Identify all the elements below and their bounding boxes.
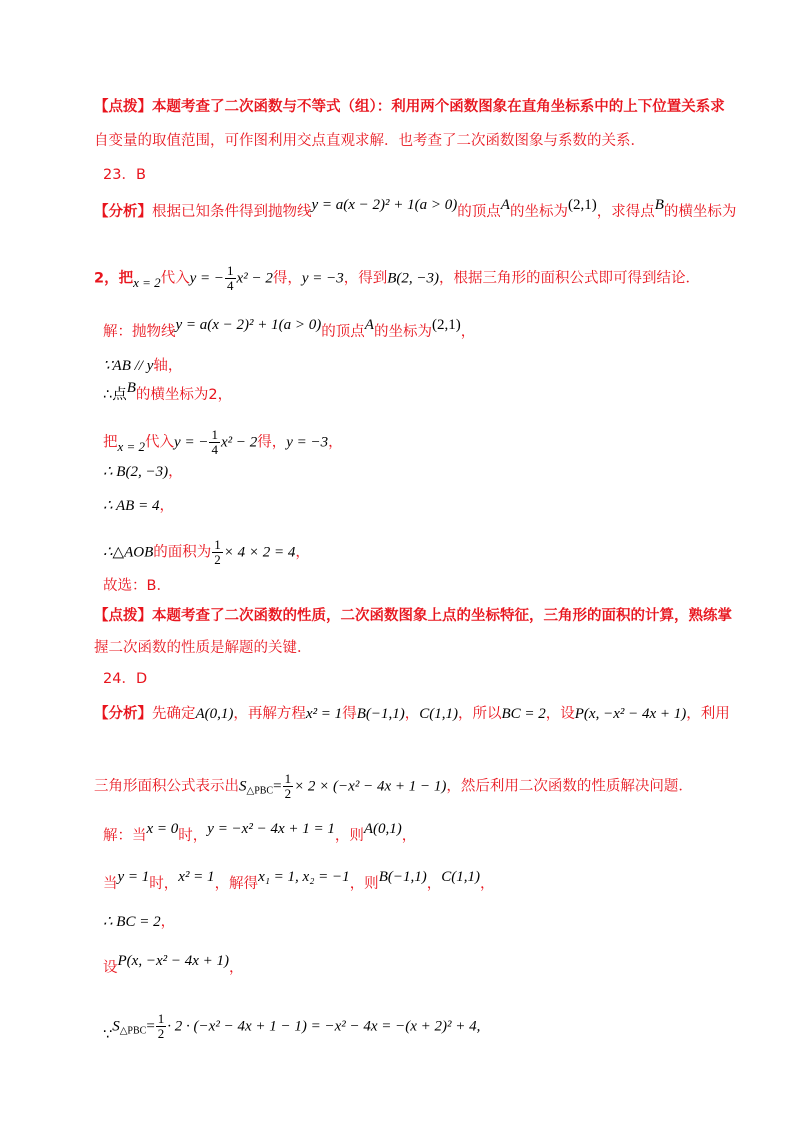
text-span: ， xyxy=(426,876,442,892)
text-span: 1 xyxy=(214,537,221,552)
fraction-one-half xyxy=(212,538,223,567)
text-span: = xyxy=(146,1018,155,1035)
text-span: y = − xyxy=(189,270,225,287)
text-span: ∴△AOB xyxy=(103,544,154,561)
math-vertex: (2,1) xyxy=(567,197,597,213)
text-span: ，然后利用二次函数的性质解决问题． xyxy=(446,778,693,795)
analysis-23-heading: 【分析】 xyxy=(94,204,152,220)
text-span: ∴ BC = 2 xyxy=(103,914,161,930)
text-span: 设 xyxy=(103,960,118,976)
text-span: ，解得 xyxy=(214,876,259,892)
text-span: ，设 xyxy=(545,706,575,722)
text-span: C(1,1) xyxy=(441,869,480,885)
text-span: ∵ xyxy=(103,1026,113,1043)
text-span: y = − xyxy=(174,434,209,451)
solution-24-line-2 xyxy=(103,869,740,894)
question-23-answer xyxy=(103,165,740,185)
text-span: A(0,1) xyxy=(195,706,234,722)
text-span: A(0,1) xyxy=(363,821,402,837)
text-span: 得， xyxy=(272,270,302,287)
text-span: △PBC xyxy=(119,1025,147,1037)
text-span: B(2, −3) xyxy=(387,270,440,287)
text-span: y = a(x − 2)² + 1(a > 0) xyxy=(175,317,322,333)
text-span: y = −x² − 4x + 1 = 1 xyxy=(207,821,335,837)
text-span: S xyxy=(239,778,247,795)
text-span: 的横坐标为 xyxy=(663,204,737,220)
text-span: 4 xyxy=(211,442,218,457)
text-span: BC = 2 xyxy=(501,706,546,722)
math-point-b: B xyxy=(654,197,664,213)
analysis-23-line-1 xyxy=(94,197,740,222)
text-span: 的坐标为 xyxy=(509,204,568,220)
text-span: ， xyxy=(404,706,420,722)
text-span: 1 xyxy=(211,427,218,442)
solution-23-line-7 xyxy=(103,538,740,567)
text-span: ， xyxy=(460,324,476,340)
solution-24-line-4 xyxy=(103,953,740,978)
text-span: 1 xyxy=(227,263,234,278)
text-span: 的横坐标为2， xyxy=(135,387,233,403)
text-span: × 2 × (−x² − 4x + 1 − 1) xyxy=(294,778,447,795)
text-span: 握二次函数的性质是解题的关键． xyxy=(94,640,312,656)
text-span: ， xyxy=(479,876,495,892)
text-span: ∴ AB = 4 xyxy=(103,498,160,514)
text-span: y = −3 xyxy=(301,270,344,287)
text-span: B(−1,1) xyxy=(378,869,427,885)
text-span: × 4 × 2 = 4 xyxy=(223,544,296,561)
tip-22-text-1: 【点拨】本题考查了二次函数与不等式（组）：利用两个函数图象在直角坐标系中的上下位置关系求 xyxy=(94,99,725,115)
text-span: C(1,1) xyxy=(419,706,458,722)
text-span: x₁ = 1, x₂ = −1 xyxy=(258,869,350,885)
fraction-one-half xyxy=(156,1012,167,1041)
solution-23-line-4 xyxy=(103,428,740,457)
text-span: ，所以 xyxy=(457,706,502,722)
text-span: ， xyxy=(295,544,310,561)
text-span: 4 xyxy=(227,278,234,293)
answer-23-label: 23．B xyxy=(103,167,146,183)
text-span: 2 xyxy=(284,786,292,801)
text-span: y = 1 xyxy=(117,869,150,885)
text-span: 2，把 xyxy=(94,270,134,287)
fraction-one-half xyxy=(283,772,294,801)
text-span: x = 2 xyxy=(117,438,146,454)
text-span: x² − 2 xyxy=(220,434,258,451)
solution-24-line-5 xyxy=(103,1012,740,1042)
text-span: 轴， xyxy=(153,358,183,374)
text-span: = xyxy=(273,778,282,795)
text-span: 代入 xyxy=(145,434,175,451)
text-span: 的面积为 xyxy=(153,544,212,561)
solution-23-line-1 xyxy=(103,317,740,342)
solution-23-line-8 xyxy=(103,576,740,596)
tip-22-text-2: 自变量的取值范围，可作图利用交点直观求解．也考查了二次函数图象与系数的关系． xyxy=(94,133,645,149)
solution-23-line-2 xyxy=(103,356,740,376)
solution-23-line-6 xyxy=(103,496,740,516)
text-span: ，则 xyxy=(349,876,379,892)
text-span: 的顶点 xyxy=(457,204,501,220)
text-span: y = −3 xyxy=(286,434,329,451)
text-span: ，求得点 xyxy=(596,204,655,220)
text-span: 2 xyxy=(157,1026,165,1041)
analysis-24-line-2 xyxy=(94,772,740,802)
text-span: ∴ B(2, −3) xyxy=(103,464,169,480)
question-24-answer xyxy=(103,669,740,689)
text-span: ∴点 xyxy=(103,387,127,403)
text-span: 的坐标为 xyxy=(373,324,432,340)
text-span: 时， xyxy=(178,828,208,844)
text-span: 故选：B． xyxy=(103,578,171,594)
text-span: ，则 xyxy=(334,828,364,844)
tip-22-line-2 xyxy=(94,131,740,151)
fraction-one-quarter xyxy=(209,428,220,457)
solution-23-line-3 xyxy=(103,380,740,405)
text-span: ，再解方程 xyxy=(233,706,306,722)
text-span: △PBC xyxy=(246,785,274,797)
text-span: ， xyxy=(159,498,174,514)
text-span: P(x, −x² − 4x + 1) xyxy=(117,953,229,969)
answer-24-label: 24．D xyxy=(103,671,148,687)
solution-24-line-3 xyxy=(103,912,740,932)
tip-23-line-2 xyxy=(94,638,740,658)
text-span: 当 xyxy=(103,876,118,892)
text-span: x² = 1 xyxy=(178,869,215,885)
fraction-one-quarter xyxy=(225,264,236,293)
text-span: 代入 xyxy=(160,270,190,287)
text-span: 把 xyxy=(103,434,118,451)
text-span: ， xyxy=(401,828,417,844)
solution-23-line-5 xyxy=(103,462,740,482)
text-span: ，根据三角形的面积公式即可得到结论． xyxy=(439,270,701,287)
text-span: 1 xyxy=(157,1011,165,1026)
text-span: 先确定 xyxy=(152,706,196,722)
text-span: 的顶点 xyxy=(321,324,365,340)
text-span: ， xyxy=(160,914,176,930)
math-parabola: y = a(x − 2)² + 1(a > 0) xyxy=(311,197,458,213)
text-span: 解：当 xyxy=(103,828,147,844)
text-span: B(−1,1) xyxy=(356,706,405,722)
text-span: 三角形面积公式表示出 xyxy=(94,778,239,795)
text-span: 得， xyxy=(257,434,287,451)
math-point-a: A xyxy=(500,197,510,213)
math-x-equals-2: x = 2 xyxy=(133,274,161,290)
text-span: ， xyxy=(229,960,244,976)
text-span: S xyxy=(112,1018,120,1035)
text-span: B xyxy=(126,380,136,396)
text-span: 1 xyxy=(284,771,292,786)
text-span: P(x, −x² − 4x + 1) xyxy=(574,706,687,722)
text-span: x² = 1 xyxy=(305,706,343,722)
text-span: 2 xyxy=(214,552,221,567)
text-span: ，得到 xyxy=(343,270,388,287)
solution-24-line-1 xyxy=(103,821,740,846)
text-span: A xyxy=(364,317,374,333)
text-span: x = 0 xyxy=(146,821,179,837)
tip-22-line-1 xyxy=(94,97,740,117)
analysis-23-line-2 xyxy=(94,264,740,293)
text-span: ，利用 xyxy=(686,706,730,722)
tip-23-line-1 xyxy=(94,606,740,626)
text-span: 得 xyxy=(342,706,357,722)
text-span: ∵AB // y xyxy=(103,358,154,374)
text-span: 【点拨】本题考查了二次函数的性质，二次函数图象上点的坐标特征，三角形的面积的计算，熟练掌 xyxy=(94,608,732,624)
analysis-24-line-1 xyxy=(94,704,740,724)
text-span: · 2 · (−x² − 4x + 1 − 1) = −x² − 4x = −(x + 2)² + 4, xyxy=(167,1018,481,1035)
text-span: ， xyxy=(328,434,343,451)
text-span: 时， xyxy=(149,876,179,892)
text-span: 解：抛物线 xyxy=(103,324,176,340)
text-span: ， xyxy=(168,464,183,480)
text-span: 根据已知条件得到抛物线 xyxy=(152,204,312,220)
text-span: x² − 2 xyxy=(236,270,273,287)
text-span: (2,1) xyxy=(431,317,461,333)
text-span: 【分析】 xyxy=(94,706,152,722)
